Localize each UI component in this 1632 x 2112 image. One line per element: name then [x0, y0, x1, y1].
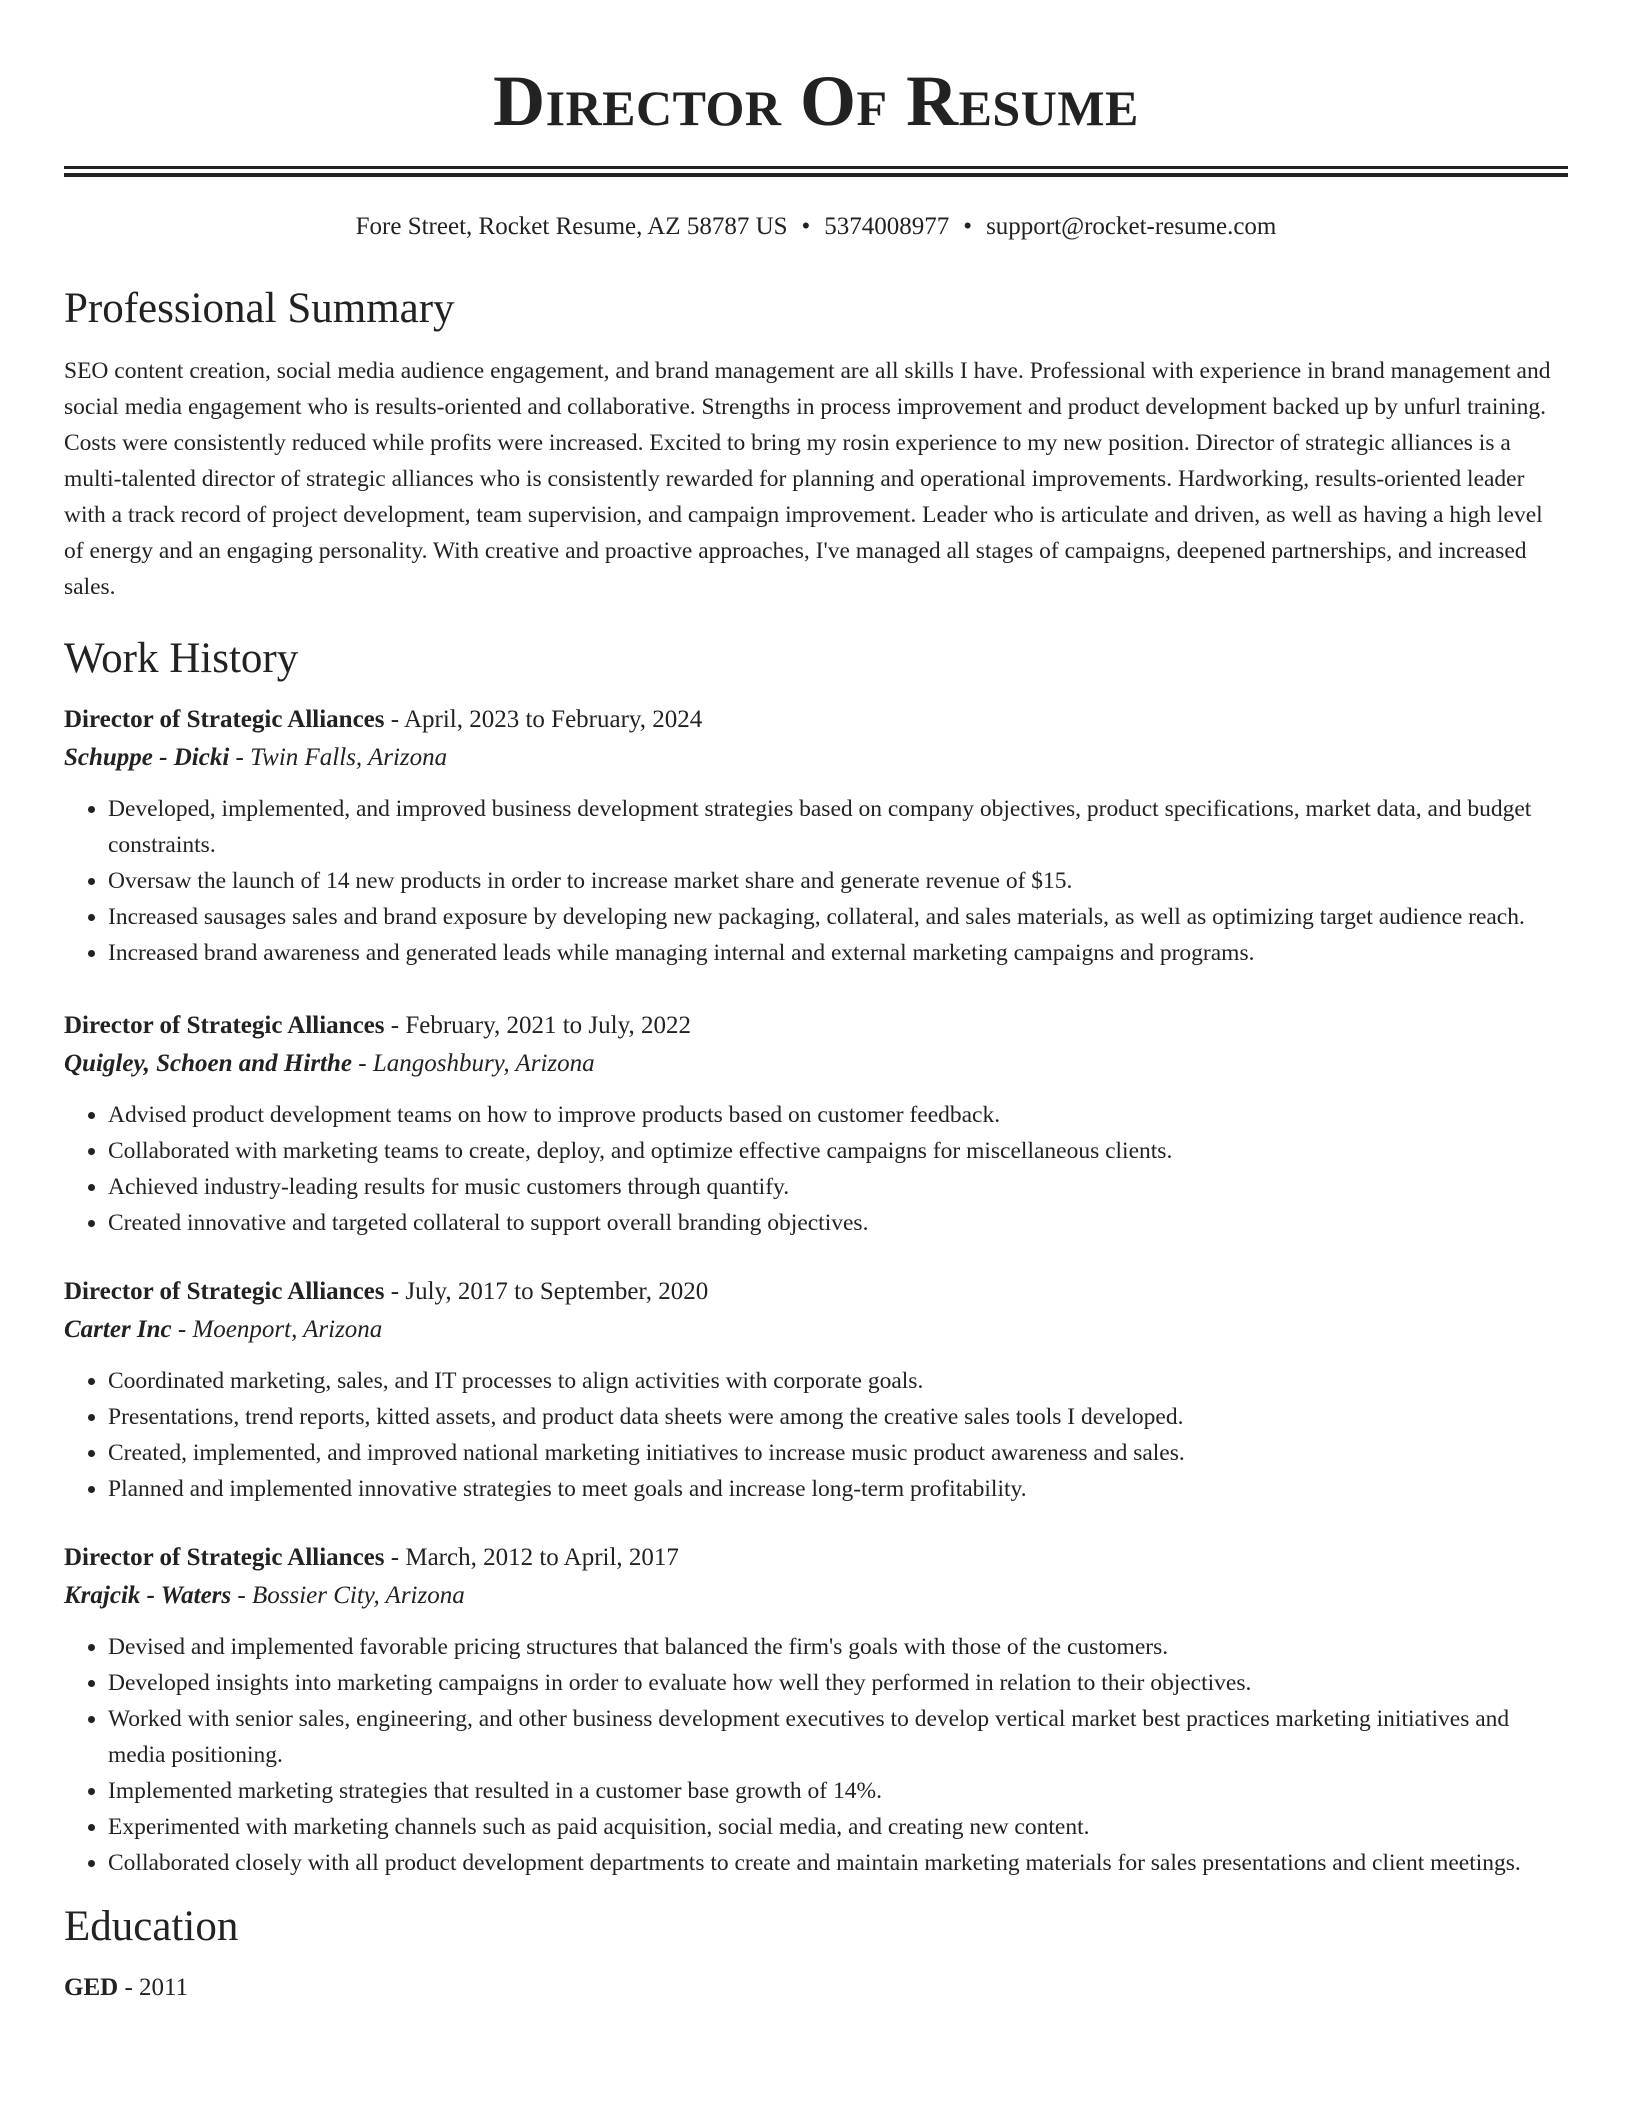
education-heading: Education: [64, 1903, 239, 1950]
job-location: - Langoshbury, Arizona: [352, 1050, 595, 1077]
job-bullet: • Devised and implemented favorable pricing structures that balanced the firm's goals with those of the customers.: [108, 1629, 1568, 1665]
job-company-line: [64, 1577, 1568, 1615]
job-title-line: [64, 1539, 1568, 1577]
job-company: Quigley, Schoen and Hirthe: [64, 1050, 352, 1077]
resume-name: Director Of Resume: [493, 61, 1139, 141]
job-bullet: • Planned and implemented innovative strategies to meet goals and increase long-term profitability.: [108, 1471, 1568, 1507]
job-title: Director of Strategic Alliances: [64, 1544, 385, 1571]
job-company-line: [64, 1045, 1568, 1083]
contact-email: support@rocket-resume.com: [986, 213, 1277, 240]
job-bullet: • Experimented with marketing channels such as paid acquisition, social media, and creating new content.: [108, 1809, 1568, 1845]
job-bullet: • Worked with senior sales, engineering, and other business development executives to develop vertical market best practices marketing initiatives and media positioning.: [108, 1701, 1568, 1773]
job-bullet: • Collaborated with marketing teams to create, deploy, and optimize effective campaigns for miscellaneous clients.: [108, 1133, 1568, 1169]
job-bullet: • Developed insights into marketing campaigns in order to evaluate how well they performed in relation to their objectives.: [108, 1665, 1568, 1701]
job-bullet: • Increased brand awareness and generated leads while managing internal and external marketing campaigns and programs.: [108, 935, 1568, 971]
education-entry: [64, 1969, 1568, 2007]
job-title-line: [64, 701, 1568, 739]
education-degree: GED: [64, 1974, 119, 2001]
job-dates: - April, 2023 to February, 2024: [384, 706, 703, 733]
job-title: Director of Strategic Alliances: [64, 1278, 385, 1305]
job-bullets: [64, 1097, 1568, 1241]
job-bullet: • Increased sausages sales and brand exposure by developing new packaging, collateral, and sales materials, as well as optimizing target audience reach.: [108, 899, 1568, 935]
job-entry: [64, 1539, 1568, 1881]
job-bullet: • Developed, implemented, and improved business development strategies based on company objectives, product specifications, market data, and budget constraints.: [108, 791, 1568, 863]
education-year: - 2011: [118, 1974, 189, 2001]
job-bullet: • Coordinated marketing, sales, and IT processes to align activities with corporate goals.: [108, 1363, 1568, 1399]
job-bullet: • Created innovative and targeted collateral to support overall branding objectives.: [108, 1205, 1568, 1241]
contact-separator: •: [801, 213, 811, 240]
job-dates: - February, 2021 to July, 2022: [384, 1012, 691, 1039]
job-bullet: • Advised product development teams on how to improve products based on customer feedback.: [108, 1097, 1568, 1133]
job-location: - Moenport, Arizona: [171, 1316, 383, 1343]
summary-heading: Professional Summary: [64, 285, 455, 332]
job-entry: [64, 1007, 1568, 1241]
summary-text: SEO content creation, social media audience engagement, and brand management are all skills I have. Professional with experience in brand management and social media engagement who is results-oriented and collaborative. Strengths in process improvement and product development backed up by unfurl training. Costs were consistently reduced while profits were increased. Excited to bring my rosin experience to my new position. Director of strategic alliances is a multi-talented director of strategic alliances who is consistently rewarded for planning and operational improvements. Hardworking, results-oriented leader with a track record of project development, team supervision, and campaign improvement. Leader who is articulate and driven, as well as having a high level of energy and an engaging personality. With creative and proactive approaches, I've managed all stages of campaigns, deepened partnerships, and increased sales.: [64, 358, 1551, 600]
job-entry: [64, 1273, 1568, 1507]
job-bullets: [64, 1629, 1568, 1881]
job-bullets: [64, 791, 1568, 971]
contact-phone: 5374008977: [824, 213, 950, 240]
job-title-line: [64, 1273, 1568, 1311]
job-bullet: • Implemented marketing strategies that resulted in a customer base growth of 14%.: [108, 1773, 1568, 1809]
job-bullet: • Created, implemented, and improved national marketing initiatives to increase music product awareness and sales.: [108, 1435, 1568, 1471]
job-title: Director of Strategic Alliances: [64, 706, 385, 733]
job-location: - Twin Falls, Arizona: [229, 744, 448, 771]
job-title-line: [64, 1007, 1568, 1045]
job-company: Schuppe - Dicki: [64, 744, 230, 771]
contact-address: Fore Street, Rocket Resume, AZ 58787 US: [355, 213, 788, 240]
header-double-rule: [64, 166, 1568, 177]
job-bullets: [64, 1363, 1568, 1507]
job-bullet: • Oversaw the launch of 14 new products in order to increase market share and generate revenue of $15.: [108, 863, 1568, 899]
job-company: Krajcik - Waters: [64, 1582, 232, 1609]
job-title: Director of Strategic Alliances: [64, 1012, 385, 1039]
job-bullet: • Collaborated closely with all product development departments to create and maintain marketing materials for sales presentations and client meetings.: [108, 1845, 1568, 1881]
work-history-heading: Work History: [64, 635, 299, 682]
job-dates: - July, 2017 to September, 2020: [384, 1278, 709, 1305]
job-bullet: • Presentations, trend reports, kitted assets, and product data sheets were among the creative sales tools I developed.: [108, 1399, 1568, 1435]
job-company-line: [64, 1311, 1568, 1349]
job-bullet: • Achieved industry-leading results for music customers through quantify.: [108, 1169, 1568, 1205]
job-entry: [64, 701, 1568, 971]
job-company: Carter Inc: [64, 1316, 172, 1343]
job-company-line: [64, 739, 1568, 777]
contact-separator: •: [963, 213, 973, 240]
job-dates: - March, 2012 to April, 2017: [384, 1544, 679, 1571]
contact-line: [64, 211, 1568, 243]
job-location: - Bossier City, Arizona: [231, 1582, 465, 1609]
